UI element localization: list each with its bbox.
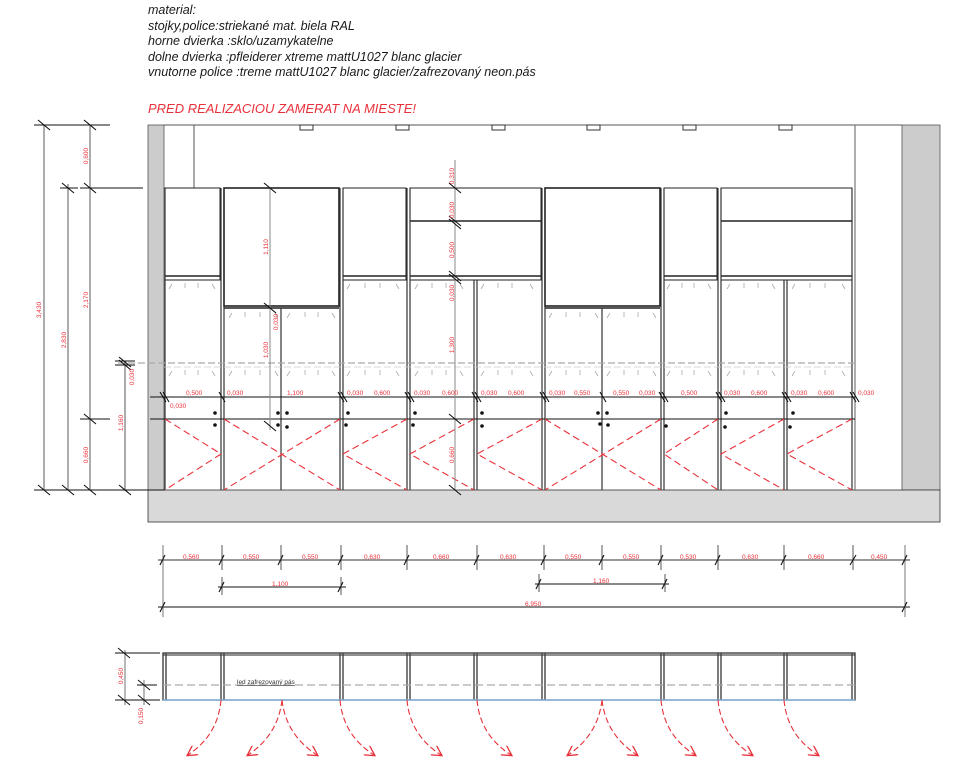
svg-text:0,030: 0,030 [449, 201, 456, 219]
svg-text:0,600: 0,600 [751, 390, 768, 397]
svg-text:0,550: 0,550 [613, 390, 630, 397]
svg-text:0,500: 0,500 [449, 241, 456, 259]
svg-text:0,030: 0,030 [273, 313, 280, 331]
svg-text:0,030: 0,030 [791, 390, 808, 397]
svg-text:1,110: 1,110 [263, 239, 270, 255]
svg-text:0,550: 0,550 [565, 554, 582, 561]
svg-text:0,600: 0,600 [374, 390, 391, 397]
door-swing-marks [165, 419, 852, 490]
svg-text:0,660: 0,660 [449, 446, 456, 464]
dim-shelf: 0,030 [129, 368, 136, 386]
right-wall [902, 125, 940, 490]
svg-text:0,030: 0,030 [227, 390, 244, 397]
svg-text:0,660: 0,660 [808, 554, 825, 561]
svg-text:0,630: 0,630 [500, 554, 517, 561]
note-line: stojky,police:striekané mat. biela RAL [148, 18, 355, 33]
svg-text:0,030: 0,030 [347, 390, 364, 397]
svg-text:0,500: 0,500 [186, 390, 203, 397]
svg-text:0,630: 0,630 [364, 554, 381, 561]
svg-text:0,030: 0,030 [639, 390, 656, 397]
door-swing-arrows [188, 700, 818, 755]
dim-base: 0,660 [83, 446, 90, 464]
dim-group1: 1,100 [272, 581, 289, 588]
svg-text:0,550: 0,550 [243, 554, 260, 561]
svg-text:0,530: 0,530 [680, 554, 697, 561]
note-line: horne dvierka :sklo/uzamykatelne [148, 34, 334, 48]
warning-text: PRED REALIZACIOU ZAMERAT NA MIESTE! [148, 101, 416, 116]
svg-text:0,500: 0,500 [681, 390, 698, 397]
notes-header: material: [148, 3, 196, 17]
dim-upper: 2,170 [83, 291, 90, 309]
dim-led-offset: 0,150 [138, 707, 145, 725]
note-line: dolne dvierka :pfleiderer xtreme mattU1027 blanc glacier [148, 49, 462, 64]
svg-text:0,450: 0,450 [871, 554, 888, 561]
dim-total-height: 3,430 [36, 301, 43, 319]
svg-text:0,030: 0,030 [858, 390, 875, 397]
svg-text:0,030: 0,030 [549, 390, 566, 397]
dim-depth: 0,450 [118, 667, 125, 685]
dim-counter-zone: 1,160 [118, 414, 125, 432]
dim-group2: 1,160 [593, 578, 610, 585]
floor-slab [148, 490, 940, 522]
svg-text:1,300: 1,300 [449, 336, 456, 354]
svg-text:0,630: 0,630 [742, 554, 759, 561]
svg-text:0,030: 0,030 [724, 390, 741, 397]
ceiling-lights [300, 125, 792, 130]
svg-text:1,030: 1,030 [263, 341, 270, 359]
svg-text:0,030: 0,030 [481, 390, 498, 397]
svg-text:0,030: 0,030 [414, 390, 431, 397]
svg-text:0,600: 0,600 [818, 390, 835, 397]
svg-text:0,310: 0,310 [449, 167, 456, 185]
svg-text:1,100: 1,100 [287, 390, 304, 397]
svg-text:0,550: 0,550 [302, 554, 319, 561]
svg-text:0,030: 0,030 [170, 403, 187, 410]
row-dimensions [170, 390, 875, 410]
left-wall [148, 125, 164, 490]
plan-dimensions [158, 545, 910, 617]
dim-total-width: 6,950 [525, 601, 542, 608]
svg-text:0,600: 0,600 [442, 390, 459, 397]
elevation-view [34, 120, 940, 522]
led-label: led zafrezovaný pás [237, 679, 295, 686]
svg-text:0,550: 0,550 [623, 554, 640, 561]
dim-top-gap: 0,600 [83, 147, 90, 165]
dim-upper-total: 2,830 [61, 331, 68, 349]
svg-text:0,550: 0,550 [574, 390, 591, 397]
plan-view [115, 648, 855, 755]
svg-text:0,660: 0,660 [433, 554, 450, 561]
svg-text:0,600: 0,600 [508, 390, 525, 397]
svg-text:0,560: 0,560 [183, 554, 200, 561]
svg-text:0,030: 0,030 [449, 284, 456, 302]
note-line: vnutorne police :treme mattU1027 blanc glacier/zafrezovaný neon.pás [148, 65, 536, 79]
